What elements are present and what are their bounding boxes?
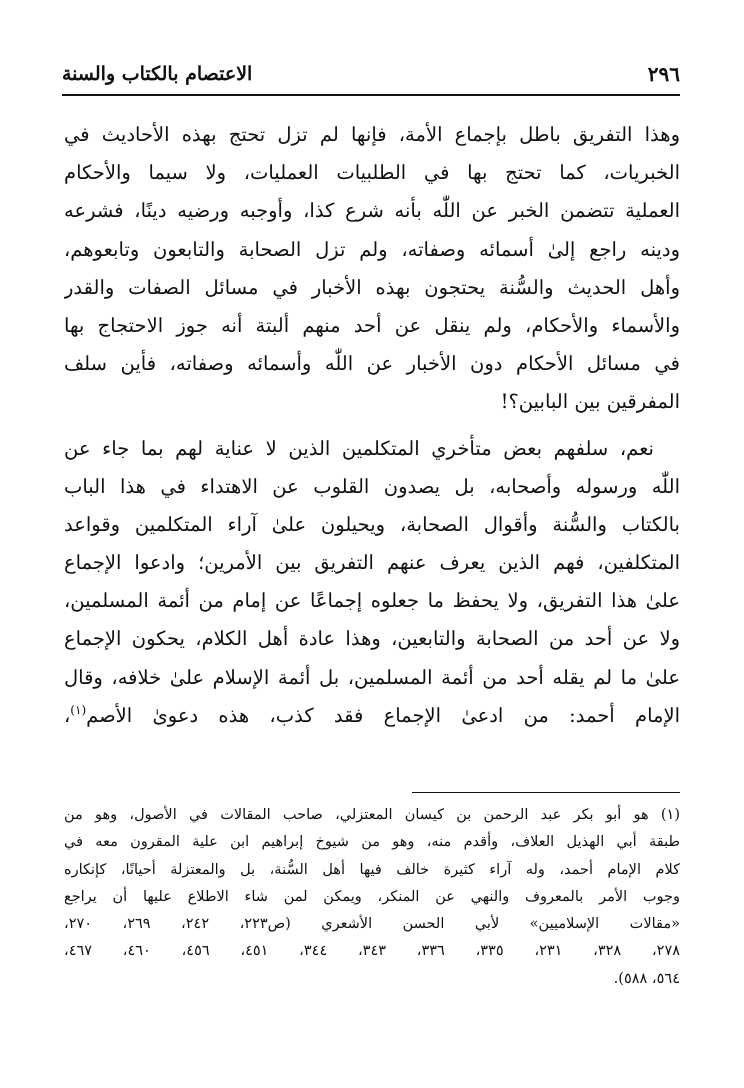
footnote-line: ٥٦٤، ٥٨٨).	[613, 970, 680, 987]
footnote-line: كلام الإمام أحمد، وله آراء كثيرة خالف فيها أهل السُّنة، بل والمعتزلة أحيانًا، كإنكاره	[64, 861, 680, 878]
running-title: الاعتصام بالكتاب والسنة	[62, 63, 253, 85]
text-line: وأهل الحديث والسُّنة يحتجون بهذه الأخبار في مسائل الصفات والقدر	[64, 275, 680, 299]
text-line: ودينه راجع إلىٰ أسمائه وصفاته، ولم تزل الصحابة والتابعون وتابعوهم،	[64, 237, 680, 261]
text-line: علىٰ هذا التفريق، ولا يحفظ ما جعلوه إجماعًا عن إمام من أئمة المسلمين،	[64, 589, 680, 613]
footnote-line: (١) هو أبو بكر عبد الرحمن بن كيسان المعتزلي، صاحب المقالات في الأصول، وهو من	[64, 807, 680, 823]
text-line: وهذا التفريق باطل بإجماع الأمة، فإنها لم تزل تحتج بهذه الأحاديث في	[64, 123, 680, 146]
footnote-line: وجوب الأمر بالمعروف والنهي عن المنكر، ويمكن لمن شاء الاطلاع عليها أن يراجع	[64, 888, 680, 905]
text-line: نعم، سلفهم بعض متأخري المتكلمين الذين لا عناية لهم بما جاء عن	[64, 436, 654, 460]
text-line-with-footnote	[64, 697, 680, 735]
text-line: العملية تتضمن الخبر عن اللّٰه بأنه شرع كذا، وأوجبه ورضيه دينًا، فشرعه	[64, 199, 680, 223]
page-number: ٢٩٦	[647, 62, 680, 86]
text-line: ولا عن أحد من الصحابة والتابعين، وهذا عادة أهل الكلام، يحكون الإجماع	[64, 627, 680, 651]
text-line: والأسماء والأحكام، ولم ينقل عن أحد منهم ألبتة أنه جوز الاحتجاج بها	[64, 313, 680, 337]
text-line: المتكلفين، فهم الذين يعرف عنهم التفريق بين الأمرين؛ وادعوا الإجماع	[64, 551, 680, 575]
footnote-divider	[412, 792, 680, 793]
text-line: الخبريات، كما تحتج بها في الطلبيات العمليات، ولا سيما والأحكام	[64, 161, 680, 185]
paragraph-1	[64, 116, 680, 422]
footnotes	[64, 802, 680, 993]
text-line: اللّٰه ورسوله وأصحابه، بل يصدون القلوب عن الاهتداء في هذا الباب	[64, 474, 680, 498]
footnote-line: ٢٧٨، ٣٢٨، ٢٣١، ٣٣٥، ٣٣٦، ٣٤٣، ٣٤٤، ٤٥١، ٤٥٦، ٤٦٠، ٤٦٧،	[64, 943, 680, 960]
footnote-reference[interactable]: (١)	[70, 702, 87, 717]
text-line-tail: ،	[64, 703, 71, 727]
text-line: بالكتاب والسُّنة وأقوال الصحابة، ويحيلون علىٰ آراء المتكلمين وقواعد	[64, 512, 680, 536]
text-line: في مسائل الأحكام دون الأخبار عن اللّٰه وأسمائه وصفاته، فأين سلف	[64, 352, 680, 376]
paragraph-2	[64, 430, 680, 736]
footnote-line: طبقة أبي الهذيل العلاف، وأقدم منه، وهو من شيوخ إبراهيم ابن علية المقرون معه في	[64, 834, 680, 851]
main-text	[64, 116, 680, 735]
page-header	[62, 56, 680, 92]
footnote-line: «مقالات الإسلاميين» لأبي الحسن الأشعري (ص٢٢٣، ٢٤٢، ٢٦٩، ٢٧٠،	[64, 916, 680, 933]
text-line-main: الإمام أحمد: من ادعىٰ الإجماع فقد كذب، هذه دعوىٰ الأصم	[86, 703, 680, 727]
header-divider	[62, 94, 680, 96]
text-line: علىٰ ما لم يقله أحد من أئمة المسلمين، بل أئمة الإسلام علىٰ خلافه، وقال	[64, 665, 680, 689]
text-line: المفرقين بين البابين؟!	[500, 390, 680, 414]
